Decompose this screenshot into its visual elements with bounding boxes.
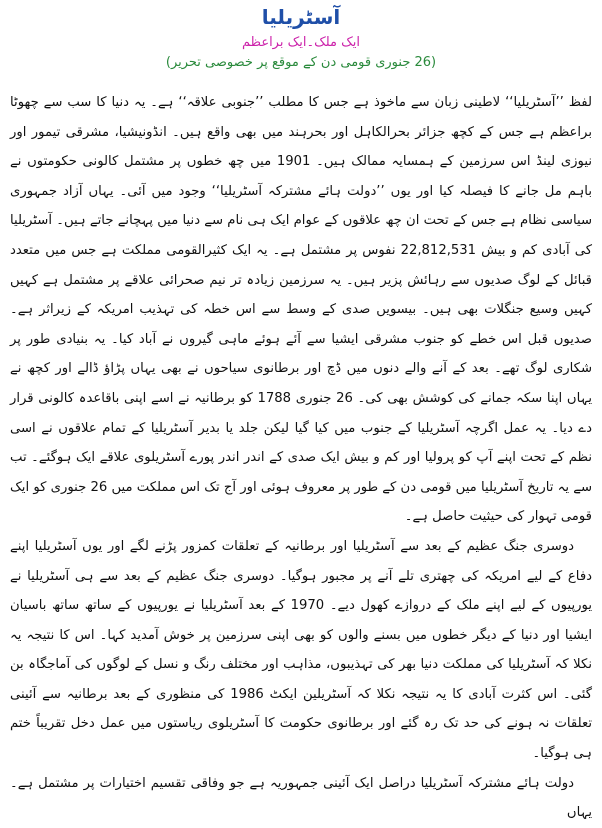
article-occasion: (26 جنوری قومی دن کے موقع پر خصوصی تحریر) [165, 55, 437, 70]
paragraph: لفظ ’’آسٹریلیا‘‘ لاطینی زبان سے ماخوذ ہے جس کا مطلب ’’جنوبی علاقہ‘‘ ہے۔ یہ دنیا کا سب سے چھوٹا براعظم ہے جس کے کچھ جزائر بحرالکاہل اور بحرہند میں بھی واقع ہیں۔ انڈونیشیا، مشرقی تیمور اور نیوزی لینڈ اس سرزمین کے ہمسایہ ممالک ہیں۔ 1901 میں چھ خطوں پر مشتمل کالونی حکومتوں نے باہم مل جانے کا فیصلہ کیا اور یوں ’’دولت ہائے مشترکہ آسٹریلیا‘‘ وجود میں آئی۔ یہاں آزاد جمہوری سیاسی نظام ہے جس کے تحت ان چھ علاقوں کے عوام ایک ہی نام سے دنیا میں پہچانے جاتے ہیں۔ آسٹریلیا کی آبادی کم و بیش 22,812,531 نفوس پر مشتمل ہے۔ یہ ایک کثیرالقومی مملکت ہے جس میں متعدد قبائل کے لوگ صدیوں سے رہائش پزیر ہیں۔ یہ سرزمین زیادہ تر نیم صحرائی علاقے پر مشتمل ہے کہیں کہیں وسیع جنگلات بھی ہیں۔ بیسویں صدی کے وسط سے اس خطہ کی تہذیب امریکہ کے زیراثر ہے۔ صدیوں قبل اس خطے کو جنوب مشرقی ایشیا سے آئے ہوئے ماہی گیروں نے آباد کیا۔ یہ بنیادی طور پر شکاری لوگ تھے۔ بعد کے آنے والے دنوں میں ڈچ اور برطانوی سیاحوں نے بھی یہاں پڑاؤ ڈالے اور کچھ نے یہاں اپنا سکہ جمانے کی کوشش بھی کی۔ 26 جنوری 1788 کو برطانیہ نے اسے اپنی باقاعدہ کالونی قرار دے دیا۔ یہ عمل اگرچہ آسٹریلیا کے جنوب میں کیا گیا لیکن جلد یا بدیر آسٹریلیا کے تمام علاقوں نے اسی نظم کے تحت اپنے آپ کو پرولیا اور کم و بیش ایک صدی کے اندر اندر پورے آسٹریلوی علاقے ایک ہوگئے۔ تب سے یہ تاریخ آسٹریلیا میں قومی دن کے طور پر معروف ہوئی اور آج تک اس مملکت میں 26 جنوری کو ایک قومی تہوار کی حیثیت حاصل ہے۔ [10, 95, 592, 525]
article-body [10, 88, 592, 828]
article-title: آسٹریلیا [261, 5, 341, 29]
article-subtitle: ایک ملک۔ایک براعظم [242, 35, 360, 50]
paragraph: دولت ہائے مشترکہ آسٹریلیا دراصل ایک آئینی جمہوریہ ہے جو وفاقی تقسیم اختیارات پر مشتمل ہے۔ یہاں [10, 775, 592, 821]
paragraph: دوسری جنگ عظیم کے بعد سے آسٹریلیا اور برطانیہ کے تعلقات کمزور پڑنے لگے اور یوں آسٹریلیا اپنے دفاع کے لیے امریکہ کی چھتری تلے آنے پر مجبور ہوگیا۔ دوسری جنگ عظیم کے بعد سے ہی آسٹریلیا نے یورپیوں کے لیے اپنے ملک کے دروازے کھول دیے۔ 1970 کے بعد آسٹریلیا نے یورپیوں کے ساتھ ساتھ باسیان ایشیا اور دنیا کے دیگر خطوں میں بسنے والوں کو بھی اپنی سرزمین پر خوش آمدید کہا۔ اس کا نتیجہ یہ نکلا کہ آسٹریلیا کی مملکت دنیا بھر کی تہذیبوں، مذاہب اور مختلف رنگ و نسل کے لوگوں کی آماجگاہ بن گئی۔ اس کثرت آبادی کا یہ نتیجہ نکلا کہ آسٹریلین ایکٹ 1986 کی منظوری کے بعد برطانیہ سے آئینی تعلقات نہ ہونے کی حد تک رہ گئے اور برطانوی حکومت کا آسٹریلوی ریاستوں میں عمل دخل تقریباً ختم ہی ہوگیا۔ [10, 538, 592, 762]
